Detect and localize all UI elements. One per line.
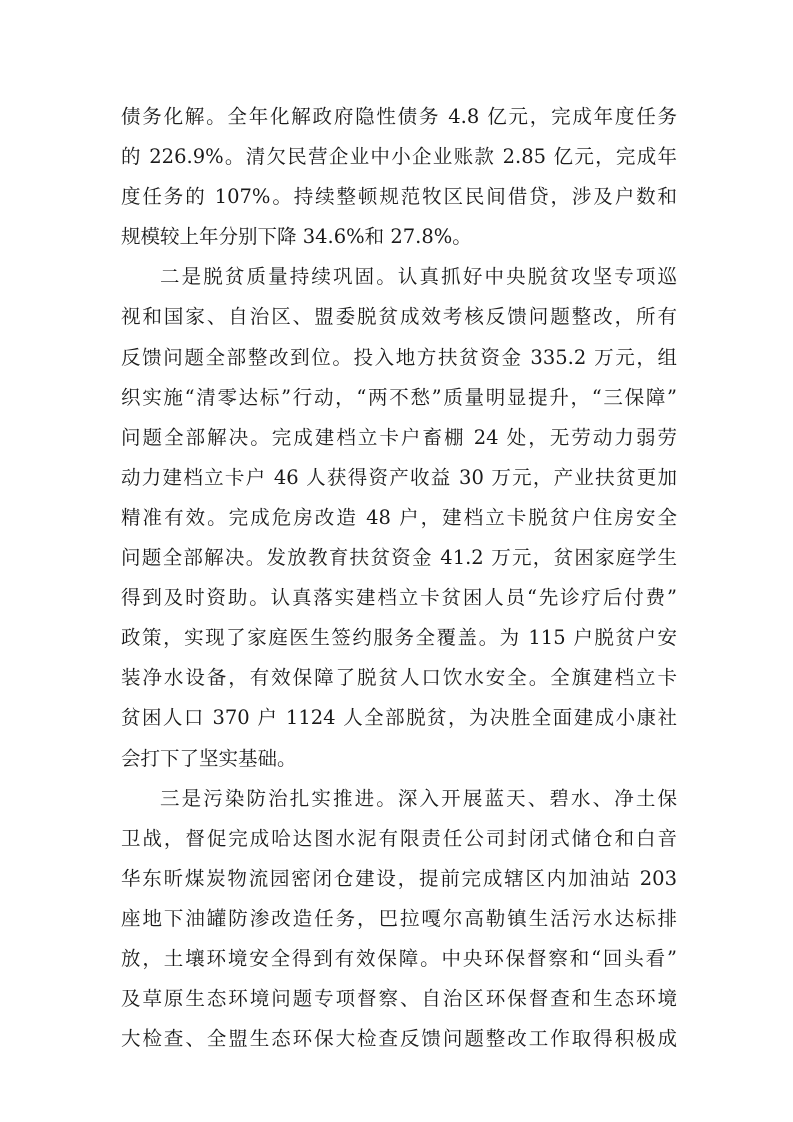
text-line: 卫战，督促完成哈达图水泥有限责任公司封闭式储仓和白音 xyxy=(121,826,677,850)
text-line: 规模较上年分别下降 34.6%和 27.8%。 xyxy=(121,225,472,249)
text-line: 座地下油罐防渗改造任务，巴拉嘎尔高勒镇生活污水达标排 xyxy=(121,906,677,930)
text-line: 政策，实现了家庭医生签约服务全覆盖。为 115 户脱贫户安 xyxy=(121,626,677,650)
text-line: 华东昕煤炭物流园密闭仓建设，提前完成辖区内加油站 203 xyxy=(121,866,677,890)
text-line: 反馈问题全部整改到位。投入地方扶贫资金 335.2 万元，组 xyxy=(121,345,677,369)
text-line: 问题全部解决。发放教育扶贫资金 41.2 万元，贫困家庭学生 xyxy=(121,546,677,570)
text-line: 会打下了坚实基础。 xyxy=(121,746,297,770)
text-line: 动力建档立卡户 46 人获得资产收益 30 万元，产业扶贫更加 xyxy=(121,465,677,489)
paragraph-heading-line: 三是污染防治扎实推进。深入开展蓝天、碧水、净土保 xyxy=(160,786,677,810)
text-line: 大检查、全盟生态环保大检查反馈问题整改工作取得积极成 xyxy=(121,1027,677,1051)
text-line: 问题全部解决。完成建档立卡户畜棚 24 处，无劳动力弱劳 xyxy=(121,425,677,449)
text-line: 债务化解。全年化解政府隐性债务 4.8 亿元，完成年度任务 xyxy=(121,105,677,128)
text-line: 得到及时资助。认真落实建档立卡贫困人员“先诊疗后付费” xyxy=(121,586,677,610)
text-line: 放，土壤环境安全得到有效保障。中央环保督察和“回头看” xyxy=(121,946,677,970)
text-line: 精准有效。完成危房改造 48 户，建档立卡脱贫户住房安全 xyxy=(121,505,677,529)
text-line: 装净水设备，有效保障了脱贫人口饮水安全。全旗建档立卡 xyxy=(121,666,677,690)
body-text xyxy=(121,97,677,1059)
paragraph-heading-line: 二是脱贫质量持续巩固。认真抓好中央脱贫攻坚专项巡 xyxy=(160,265,677,289)
text-line: 及草原生态环境问题专项督察、自治区环保督查和生态环境 xyxy=(121,987,677,1011)
text-line: 贫困人口 370 户 1124 人全部脱贫，为决胜全面建成小康社 xyxy=(121,706,677,730)
text-line: 度任务的 107%。持续整顿规范牧区民间借贷，涉及户数和 xyxy=(121,185,677,209)
text-line: 的 226.9%。清欠民营企业中小企业账款 2.85 亿元，完成年 xyxy=(121,145,677,169)
text-line: 织实施“清零达标”行动，“两不愁”质量明显提升，“三保障” xyxy=(121,385,677,409)
text-line: 视和国家、自治区、盟委脱贫成效考核反馈问题整改，所有 xyxy=(121,305,677,329)
